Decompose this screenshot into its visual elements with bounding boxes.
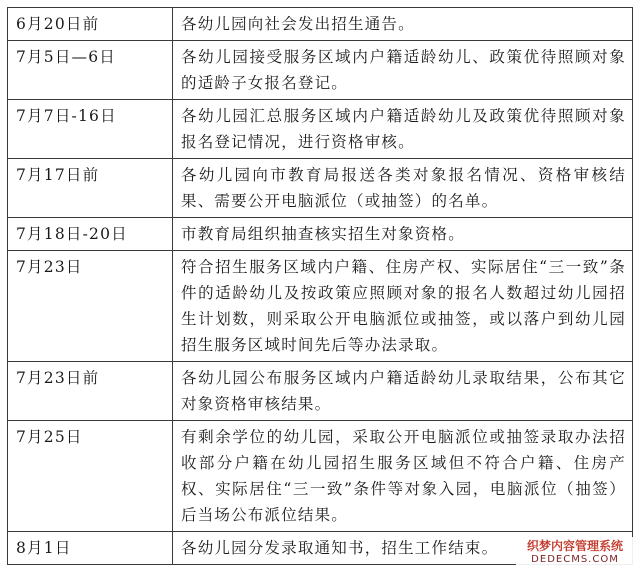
date-cell: 7月18日-20日 bbox=[8, 218, 173, 251]
description-cell: 符合招生服务区域内户籍、住房产权、实际居住“三一致”条件的适龄幼儿及按政策应照顾对象的报名人数超过幼儿园招生计划数，则采取公开电脑派位或抽签，或以落户到幼儿园招生服务区域时间先后等办法录取。 bbox=[173, 251, 633, 362]
description-cell: 有剩余学位的幼儿园，采取公开电脑派位或抽签录取办法招收部分户籍在幼儿园招生服务区域但不符合户籍、住房产权、实际居住“三一致”条件等对象入园，电脑派位（抽签）后当场公布派位结果。 bbox=[173, 421, 633, 532]
table-row bbox=[8, 159, 633, 218]
description-cell: 各幼儿园公布服务区域内户籍适龄幼儿录取结果，公布其它对象资格审核结果。 bbox=[173, 362, 633, 421]
date-cell: 7月23日 bbox=[8, 251, 173, 362]
date-cell: 7月7日-16日 bbox=[8, 100, 173, 159]
table-row bbox=[8, 251, 633, 362]
table-row bbox=[8, 421, 633, 532]
date-cell: 7月23日前 bbox=[8, 362, 173, 421]
description-cell: 各幼儿园汇总服务区域内户籍适龄幼儿及政策优待照顾对象报名登记情况，进行资格审核。 bbox=[173, 100, 633, 159]
date-cell: 7月17日前 bbox=[8, 159, 173, 218]
date-cell: 7月25日 bbox=[8, 421, 173, 532]
table-row bbox=[8, 362, 633, 421]
site-watermark bbox=[516, 537, 634, 571]
description-cell: 各幼儿园接受服务区域内户籍适龄幼儿、政策优待照顾对象的适龄子女报名登记。 bbox=[173, 41, 633, 100]
watermark-title: 织梦内容管理系统 bbox=[526, 539, 623, 553]
date-cell: 7月5日—6日 bbox=[8, 41, 173, 100]
description-cell: 各幼儿园向市教育局报送各类对象报名情况、资格审核结果、需要公开电脑派位（或抽签）的名单。 bbox=[173, 159, 633, 218]
table-row bbox=[8, 218, 633, 251]
watermark-domain: DEDECMS.COM bbox=[531, 554, 619, 565]
table-row bbox=[8, 100, 633, 159]
description-cell: 市教育局组织抽查核实招生对象资格。 bbox=[173, 218, 633, 251]
date-cell: 6月20日前 bbox=[8, 8, 173, 41]
table-row bbox=[8, 41, 633, 100]
description-cell: 各幼儿园分发录取通知书，招生工作结束。 bbox=[173, 532, 633, 565]
description-cell: 各幼儿园向社会发出招生通告。 bbox=[173, 8, 633, 41]
date-cell: 8月1日 bbox=[8, 532, 173, 565]
table-row bbox=[8, 8, 633, 41]
admission-schedule-table bbox=[7, 7, 633, 565]
